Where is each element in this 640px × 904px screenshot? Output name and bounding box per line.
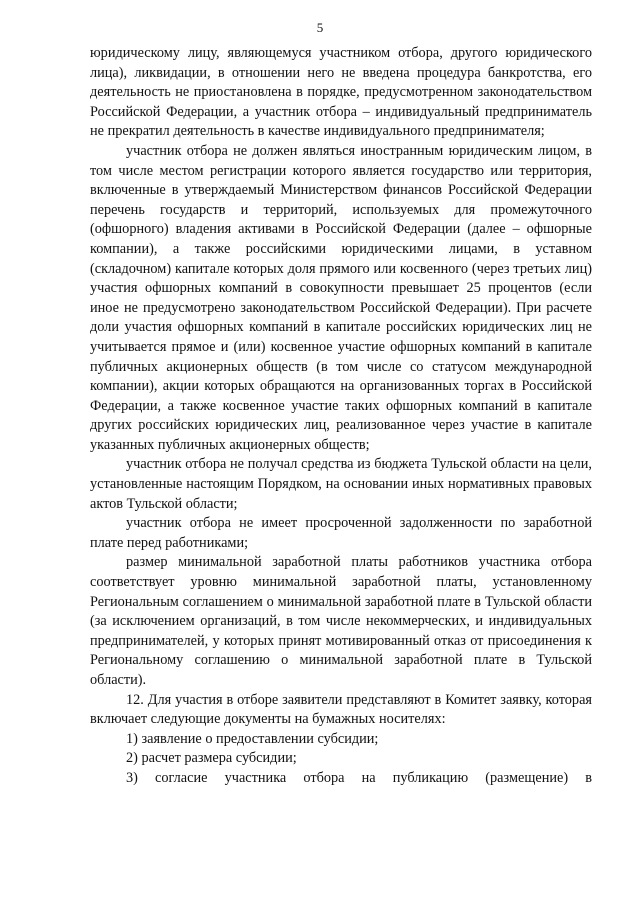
paragraph-no-wage-arrears: участник отбора не имеет просроченной задолженности по заработной плате перед работниками; <box>90 515 592 551</box>
paragraph-application-documents: 12. Для участия в отборе заявители представляют в Комитет заявку, которая включает следующие документы на бумажных носителях: <box>90 691 592 728</box>
list-item-subsidy-application: 1) заявление о предоставлении субсидии; <box>126 730 379 747</box>
paragraph-offshore-restriction: участник отбора не должен являться иностранным юридическим лицом, в том числе местом регистрации которого является государство или территория, включенные в утверждаемый Министерством финансов Российской Федерации перечень государств и территорий, используемых для промежуточного (офшорного) владения активами в Российской Федерации (далее – офшорные компании), а также российскими юридическими лицами, в уставном (складочном) капитале которых доля прямого или косвенного (через третьих лиц) участия офшорных компаний в совокупности превышает 25 процентов (если иное не предусмотрено законодательством Российской Федерации). При расчете доли участия офшорных компаний в капитале российских юридических лиц не учитывается прямое и (или) косвенное участие офшорных компаний в капитале публичных акционерных обществ (в том числе со статусом международной компании), акции которых обращаются на организованных торгах в Российской Федерации, а также косвенное участие таких офшорных компаний в капитале других российских юридических лиц, реализованное через участие в капитале указанных публичных акционерных обществ; <box>90 142 592 453</box>
page-number: 5 <box>316 20 324 35</box>
paragraph-minimum-wage: размер минимальной заработной платы работников участника отбора соответствует уровню минимальной заработной платы, установленному Региональным соглашением о минимальной заработной плате в Тульской области (за исключением организаций, в том числе некоммерческих, и индивидуальных предпринимателей, у которых принят мотивированный отказ от присоединения к Региональному соглашению о минимальной заработной плате в Тульской области). <box>90 554 592 688</box>
document-body <box>90 44 592 789</box>
paragraph-legal-entity-status: юридическому лицу, являющемуся участником отбора, другого юридического лица), ликвидации, в отношении него не введена процедура банкротства, его деятельность не приостановлена в порядке, предусмотренном законодательством Российской Федерации, а участник отбора – индивидуальный предприниматель не прекратил деятельность в качестве индивидуального предпринимателя; <box>90 45 592 140</box>
list-item-subsidy-calculation: 2) расчет размера субсидии; <box>126 750 297 767</box>
paragraph-no-budget-funds: участник отбора не получал средства из бюджета Тульской области на цели, установленные настоящим Порядком, на основании иных нормативных правовых актов Тульской области; <box>90 456 592 512</box>
list-item-publication-consent: 3) согласие участника отбора на публикацию (размещение) в <box>126 769 592 786</box>
